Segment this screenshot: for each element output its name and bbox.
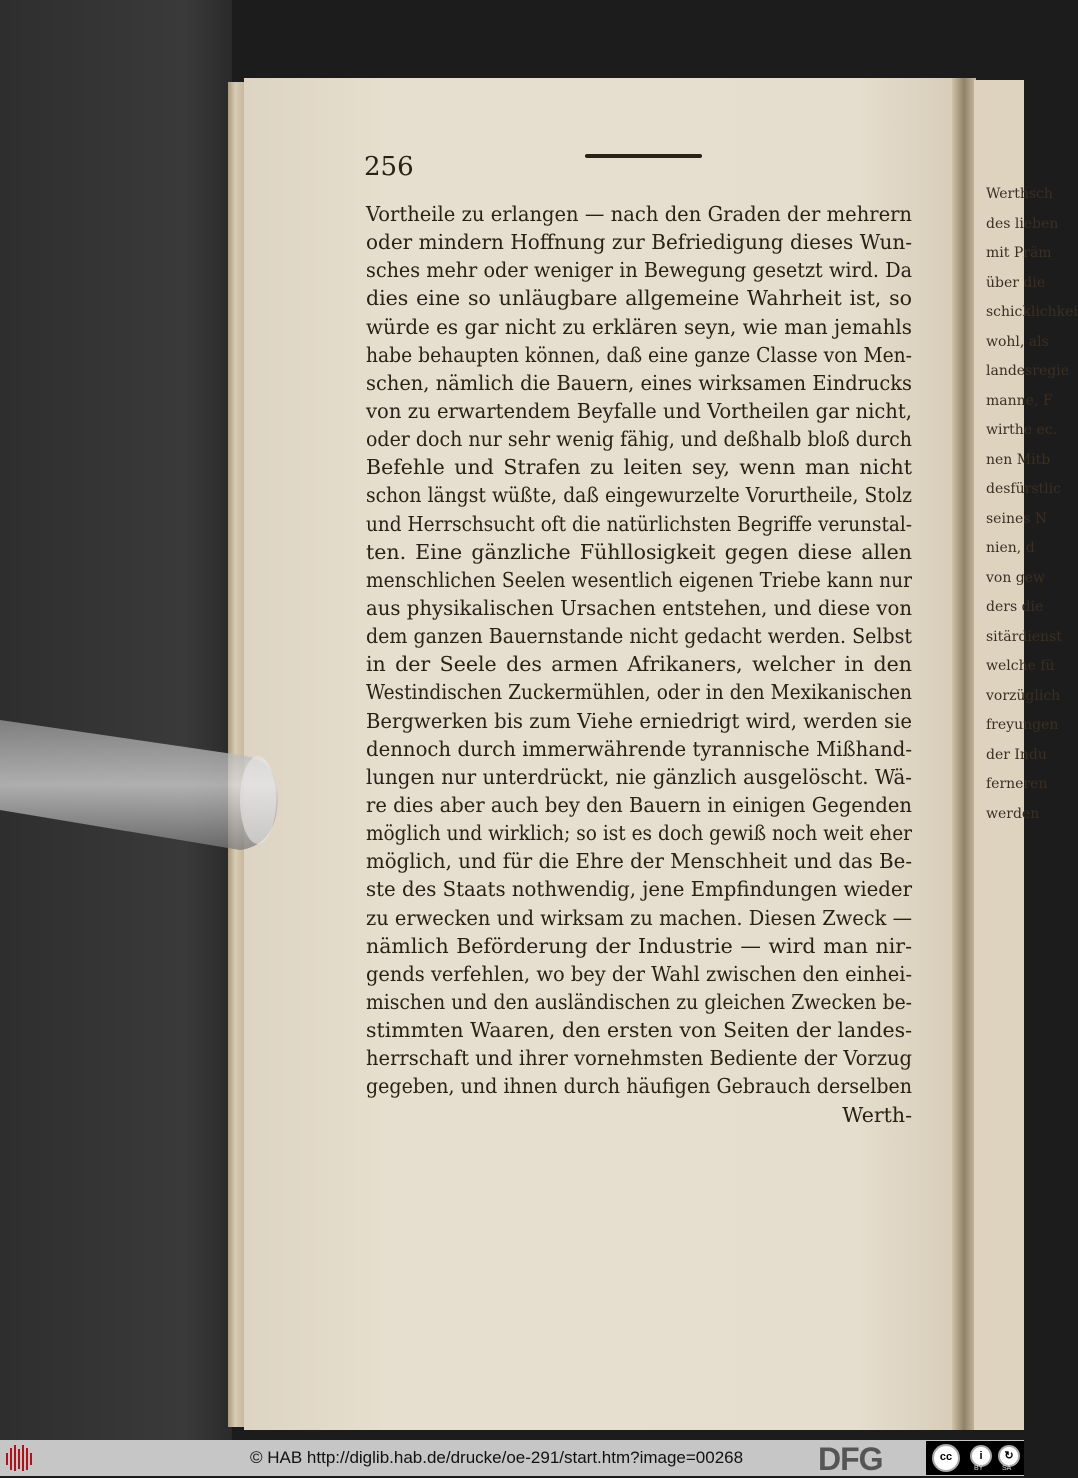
source-link[interactable]: © HAB http://diglib.hab.de/drucke/oe-291/start.htm?image=00268 xyxy=(250,1448,744,1467)
cc-icon: cc xyxy=(932,1444,960,1472)
text-line: und Herrschsucht oft die natürlichsten Begriffe verunstal- xyxy=(366,511,912,536)
text-line: Vortheile zu erlangen — nach den Graden der mehrern xyxy=(366,202,912,226)
facing-page-fragment: Werthsch xyxy=(986,186,1053,202)
header-rule xyxy=(585,154,702,158)
facing-page-fragment: des lieben xyxy=(986,215,1059,232)
text-line: möglich und wirklich; so ist es doch gewiß noch weit eher xyxy=(366,821,912,846)
text-line: dennoch durch immerwährende tyrannische Mißhand- xyxy=(366,736,912,761)
text-line: würde es gar nicht zu erklären seyn, wie man jemahls xyxy=(366,314,912,339)
text-line: Westindischen Zuckermühlen, oder in den Mexikanischen xyxy=(366,680,912,705)
facing-page-fragment: ders die xyxy=(986,599,1044,615)
facing-page-fragment: freyungen xyxy=(986,717,1059,733)
by-attribution-icon: i xyxy=(970,1445,992,1467)
facing-page-fragment: nien, d xyxy=(986,540,1035,556)
facing-page-fragment: desfürstlic xyxy=(986,481,1061,497)
facing-page-fragment: schicklichkei xyxy=(986,304,1078,320)
facing-page-fragment: der Indu xyxy=(986,746,1047,763)
facing-page-fragment: mit Präm xyxy=(986,245,1052,261)
facing-page-fragment: werden xyxy=(986,805,1040,822)
facing-page-fragment: über die xyxy=(986,274,1046,291)
text-line: Bergwerken bis zum Viehe erniedrigt wird, werden sie xyxy=(366,708,912,733)
sa-label: SA xyxy=(1002,1465,1012,1472)
text-line: schen, nämlich die Bauern, eines wirksamen Eindrucks xyxy=(366,370,912,395)
text-line: herrschaft und ihrer vornehmsten Bediente der Vorzug xyxy=(366,1046,912,1071)
by-label: BY xyxy=(974,1465,984,1472)
hab-logo-icon xyxy=(4,1443,34,1473)
text-line: in der Seele des armen Afrikaners, welcher in den xyxy=(366,652,912,677)
text-line: Befehle und Strafen zu leiten sey, wenn man nicht xyxy=(366,455,912,480)
text-line: habe behaupten können, daß eine ganze Classe von Men- xyxy=(366,342,912,367)
text-line: zu erwecken und wirksam zu machen. Diesen Zweck — xyxy=(366,905,912,930)
text-line: re dies aber auch bey den Bauern in einigen Gegenden xyxy=(366,792,912,817)
facing-page-fragment: landesregie xyxy=(986,363,1069,379)
facing-page xyxy=(974,80,1078,1430)
text-line: ten. Eine gänzliche Fühllosigkeit gegen diese allen xyxy=(366,539,912,564)
text-line: menschlichen Seelen wesentlich eigenen Triebe kann nur xyxy=(366,567,912,592)
facing-page-fragment: manne, F xyxy=(986,392,1053,409)
page-body-text xyxy=(366,200,912,1129)
share-alike-icon: ↻ xyxy=(998,1445,1020,1467)
text-line: dem ganzen Bauernstande nicht gedacht werden. Selbst xyxy=(366,624,912,649)
text-line: stimmten Waaren, den ersten von Seiten der landes- xyxy=(366,1018,912,1043)
facing-page-fragment: nen Mitb xyxy=(986,451,1051,468)
text-line: gegeben, und ihnen durch häufigen Gebrauch derselben xyxy=(366,1074,912,1099)
footer-bar xyxy=(0,1440,1024,1476)
text-line: dies eine so unläugbare allgemeine Wahrheit ist, so xyxy=(366,286,912,311)
page-clip xyxy=(0,700,290,880)
cc-license-badge[interactable] xyxy=(926,1441,1024,1475)
text-line: von zu erwartendem Beyfalle und Vortheilen gar nicht, xyxy=(366,398,912,423)
text-line: schon längst wüßte, daß eingewurzelte Vorurtheile, Stolz xyxy=(366,483,912,508)
facing-page-fragment: sitärdienst xyxy=(986,628,1062,645)
text-line: sches mehr oder weniger in Bewegung gesetzt wird. Da xyxy=(366,258,912,283)
text-line: lungen nur unterdrückt, nie gänzlich ausgelöscht. Wä- xyxy=(366,764,912,789)
text-line: möglich, und für die Ehre der Menschheit und das Be- xyxy=(366,849,912,874)
facing-page-fragment: wohl, als xyxy=(986,333,1049,350)
facing-page-fragment: von gew xyxy=(986,569,1046,586)
facing-page-fragment: wirthe ec. xyxy=(986,422,1058,438)
facing-page-fragment: seines N xyxy=(986,510,1048,527)
book-gutter xyxy=(952,78,976,1430)
text-line: mischen und den ausländischen zu gleichen Zwecken be- xyxy=(366,989,912,1014)
text-line: aus physikalischen Ursachen entstehen, und diese von xyxy=(366,595,912,620)
text-line: ste des Staats nothwendig, jene Empfindungen wieder xyxy=(366,877,912,902)
text-line: gends verfehlen, wo bey der Wahl zwischen den einhei- xyxy=(366,961,912,986)
catchword: Werth- xyxy=(842,1102,912,1127)
text-line: oder mindern Hoffnung zur Befriedigung dieses Wun- xyxy=(366,230,912,255)
dfg-logo: DFG xyxy=(818,1441,883,1477)
page-number: 256 xyxy=(364,152,414,182)
text-line: nämlich Beförderung der Industrie — wird man nir- xyxy=(366,933,912,958)
facing-page-fragment: vorzüglich xyxy=(986,687,1061,704)
text-line: oder doch nur sehr wenig fähig, und deßhalb bloß durch xyxy=(366,427,912,452)
facing-page-fragment: ferneren xyxy=(986,776,1048,792)
facing-page-fragment: welche fü xyxy=(986,658,1055,674)
